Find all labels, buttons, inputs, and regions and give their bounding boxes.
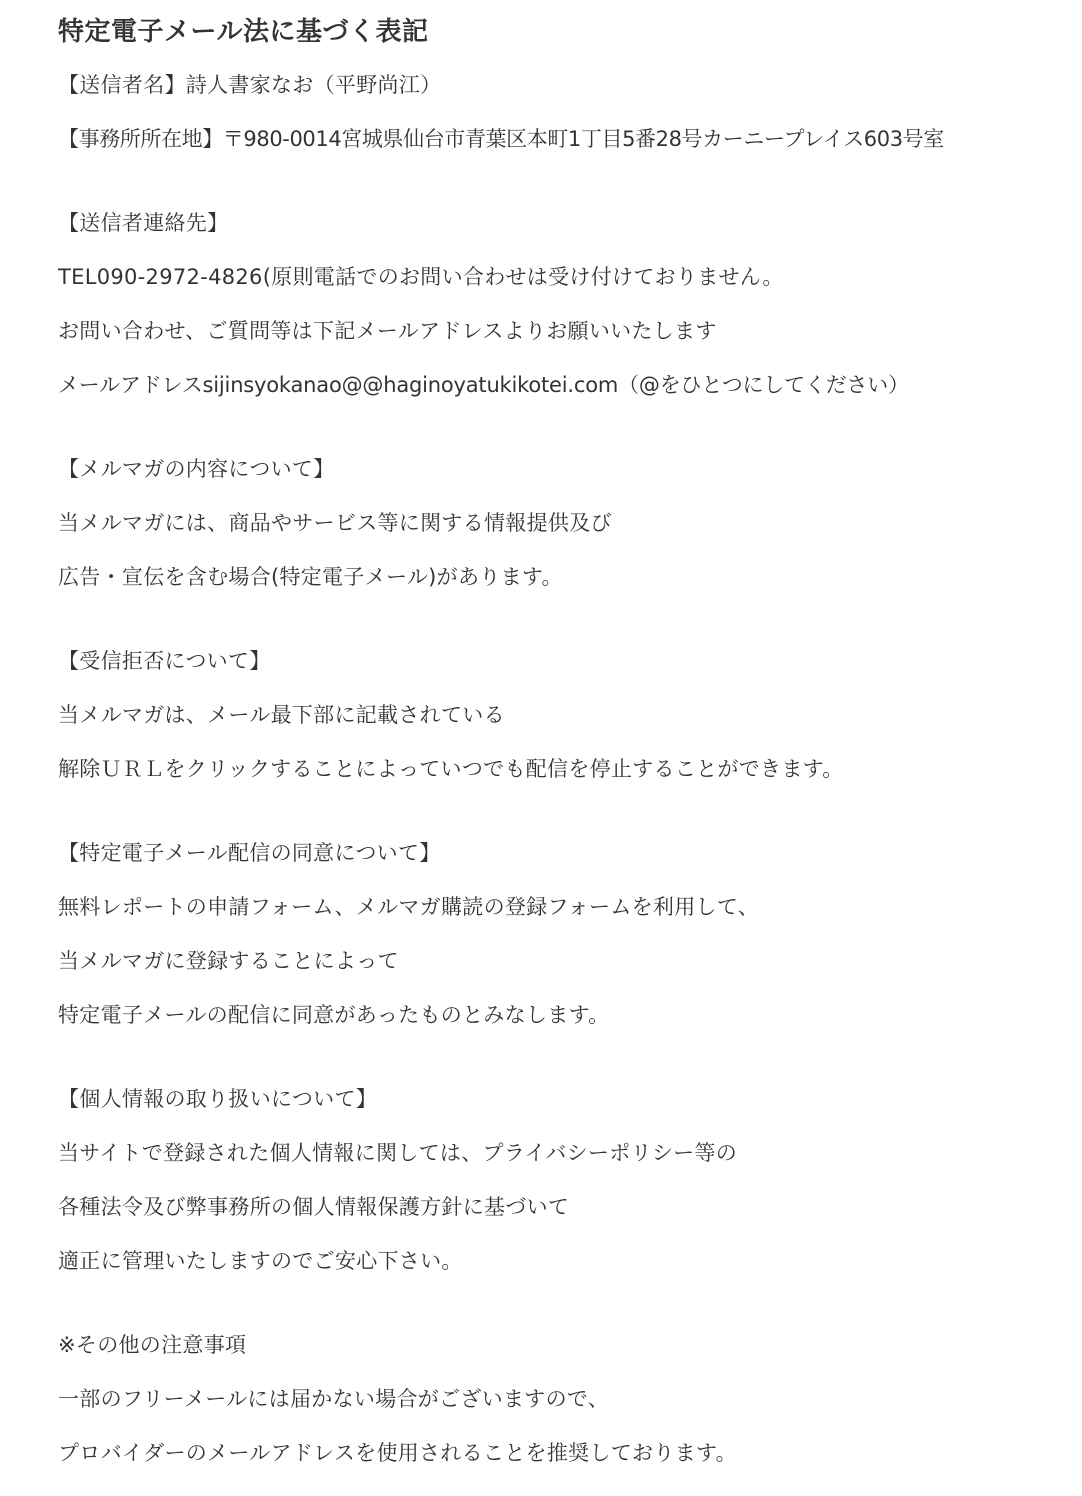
content-heading: 【メルマガの内容について】 — [58, 457, 335, 481]
sender-name: 【送信者名】詩人書家なお（平野尚江） — [58, 73, 442, 97]
section-gap — [58, 1042, 1068, 1072]
refusal-line: 当メルマガは、メール最下部に記載されている — [58, 703, 505, 727]
page-title: 特定電子メール法に基づく表記 — [58, 17, 429, 47]
section-gap — [58, 166, 1068, 196]
contact-tel: TEL090-2972-4826(原則電話でのお問い合わせは受け付けておりません。 — [58, 265, 784, 289]
consent-heading: 【特定電子メール配信の同意について】 — [58, 841, 441, 865]
notes-line: プロバイダーのメールアドレスを使用されることを推奨しております。 — [58, 1441, 737, 1465]
privacy-line: 各種法令及び弊事務所の個人情報保護方針に基づいて — [58, 1195, 570, 1219]
refusal-line: 解除ＵＲＬをクリックすることによっていつでも配信を停止することができます。 — [58, 757, 844, 781]
section-gap — [58, 1288, 1068, 1318]
privacy-line: 適正に管理いたしますのでご安心下さい。 — [58, 1249, 463, 1273]
privacy-heading: 【個人情報の取り扱いについて】 — [58, 1087, 378, 1111]
privacy-line: 当サイトで登録された個人情報に関しては、プライバシーポリシー等の — [58, 1141, 738, 1165]
section-gap — [58, 604, 1068, 634]
refusal-heading: 【受信拒否について】 — [58, 649, 271, 673]
notes-heading: ※その他の注意事項 — [58, 1333, 247, 1357]
contact-email: メールアドレスsijinsyokanao@@haginoyatukikotei.com（@をひとつにしてください） — [58, 373, 909, 397]
section-gap — [58, 412, 1068, 442]
consent-line: 無料レポートの申請フォーム、メルマガ購読の登録フォームを利用して、 — [58, 895, 760, 919]
section-gap — [58, 796, 1068, 826]
legal-notice-page — [58, 12, 1068, 1480]
consent-line: 特定電子メールの配信に同意があったものとみなします。 — [58, 1003, 610, 1027]
notes-line: 一部のフリーメールには届かない場合がございますので、 — [58, 1387, 610, 1411]
contact-inquiry: お問い合わせ、ご質問等は下記メールアドレスよりお願いいたします — [58, 319, 717, 343]
office-address: 【事務所所在地】〒980-0014宮城県仙台市青葉区本町1丁目5番28号カーニープレイス603号室 — [58, 127, 944, 151]
contact-heading: 【送信者連絡先】 — [58, 211, 229, 235]
content-line: 広告・宣伝を含む場合(特定電子メール)があります。 — [58, 565, 563, 589]
consent-line: 当メルマガに登録することによって — [58, 949, 399, 973]
content-line: 当メルマガには、商品やサービス等に関する情報提供及び — [58, 511, 612, 535]
